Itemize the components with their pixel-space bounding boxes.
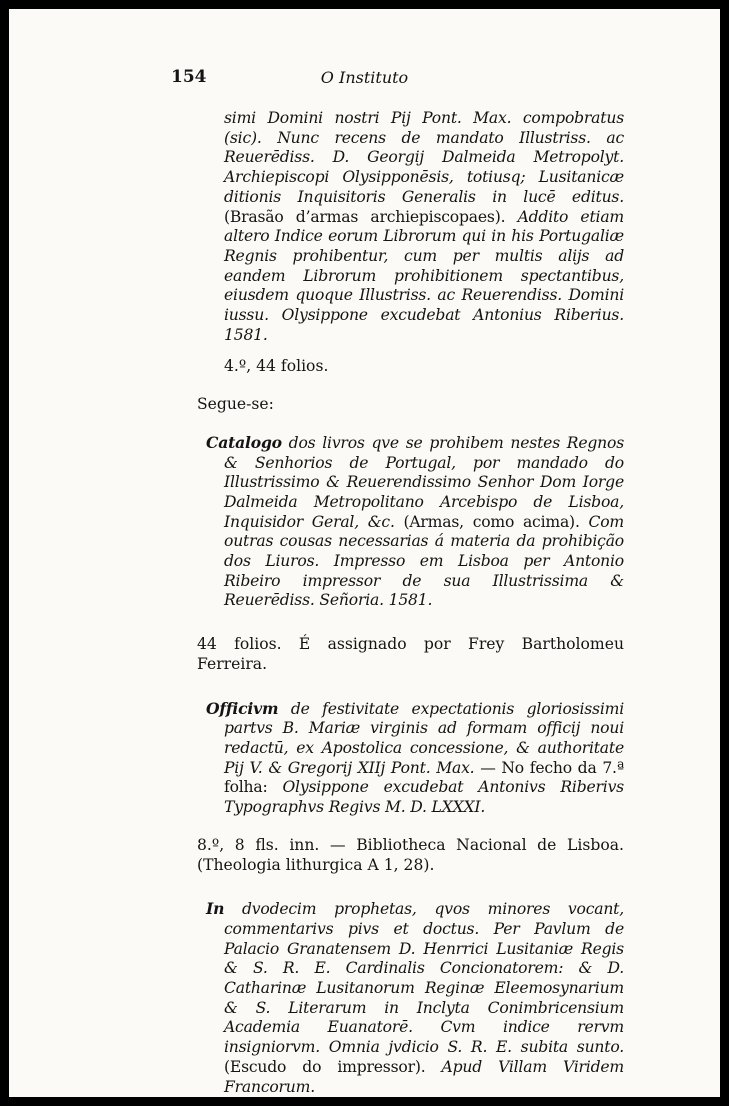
- entry-title-part: dos livros qve se prohibem nestes Regnos & Senhorios de Portugal, por mandado do Illustrissimo & Reuerendissimo Senhor Dom Iorge Dalmeida Metropolitano Arcebispo de Lisboa, Inquisidor Geral, &c.: [224, 433, 624, 531]
- entry-title-part: Addito etiam altero Indice eorum Librorum qui in his Portugaliæ Regnis prohibentur, cum per multis alijs ad eandem Librorum prohibitionem spectantibus, eiusdem quoque Illustriss. ac Reuerendiss. Domini iussu. Olysippone excudebat Antonius Riberius. 1581.: [224, 207, 624, 344]
- entry-title-part: Apud Villam Viridem Francorum.: [224, 1057, 624, 1096]
- collation-note: 4.º, 44 folios.: [224, 357, 329, 376]
- entry-lead-word: Officivm: [206, 698, 279, 718]
- entry-roman-note: — No fecho da 7.ª folha:: [224, 758, 624, 797]
- entry-roman-note: (Armas, como acima).: [394, 512, 589, 531]
- collation-note: 44 folios. É assignado por Frey Bartholomeu Ferreira.: [197, 635, 624, 673]
- entry-officium: [206, 698, 624, 818]
- entry-lead-word: Catalogo: [206, 432, 282, 452]
- entry-catalogo: [206, 432, 624, 611]
- segue-label: Segue-se:: [197, 395, 274, 414]
- entry-title-part: simi Domini nostri Pij Pont. Max. compobratus (sic). Nunc recens de mandato Illustriss. ac Reuerēdiss. D. Georgij Dalmeida Metropolyt. Archiepiscopi Olysipponēsis, totiusq; Lusitanicæ ditionis Inquisitoris Generalis in lucē editus.: [224, 109, 624, 206]
- entry-roman-note: (Escudo do impressor).: [224, 1057, 442, 1076]
- entry-title-part: dvodecim prophetas, qvos minores vocant, commentarivs pivs et doctus. Per Pavlum de Palacio Granatensem D. Henrrici Lusitaniæ Regis & S. R. E. Cardinalis Concionatorem: & D. Catharinæ Lusitanorum Reginæ Eleemosynarium & S. Literarum in Inclyta Conimbricensium Academia Euanatorē. Cvm indice rervm insigniorvm. Omnia jvdicio S. R. E. subita sunto.: [224, 900, 624, 1057]
- collation-note: 8.º, 8 fls. inn. — Bibliotheca Nacional de Lisboa. (Theologia lithurgica A 1, 28).: [197, 835, 624, 874]
- entry-title-part: Olysippone excudebat Antonivs Riberivs Typographvs Regivs M. D. LXXXI.: [224, 778, 624, 817]
- page-body: [9, 109, 720, 1097]
- page-header: [9, 67, 720, 95]
- entry-in-duodecim: [206, 899, 624, 1097]
- running-title: O Instituto: [320, 68, 409, 87]
- entry-title-part: Com outras cousas necessarias á materia da prohibição dos Liuros. Impresso em Lisboa per Antonio Ribeiro impressor de sua Illustrissima & Reuerēdiss. Señoria. 1581.: [224, 512, 624, 610]
- entry-title-part: de festivitate expectationis gloriosissimi partvs B. Mariæ virginis ad formam officij noui redactū, ex Apostolica concessione, & authoritate Pij V. & Gregorij XIIj Pont. Max.: [224, 699, 624, 777]
- book-page: [9, 9, 720, 1097]
- entry-index-continuation: [224, 109, 624, 345]
- page-number: 154: [171, 67, 207, 87]
- entry-lead-word: In: [206, 899, 225, 919]
- entry-roman-note: (Brasão d’armas archiepiscopaes).: [224, 207, 518, 226]
